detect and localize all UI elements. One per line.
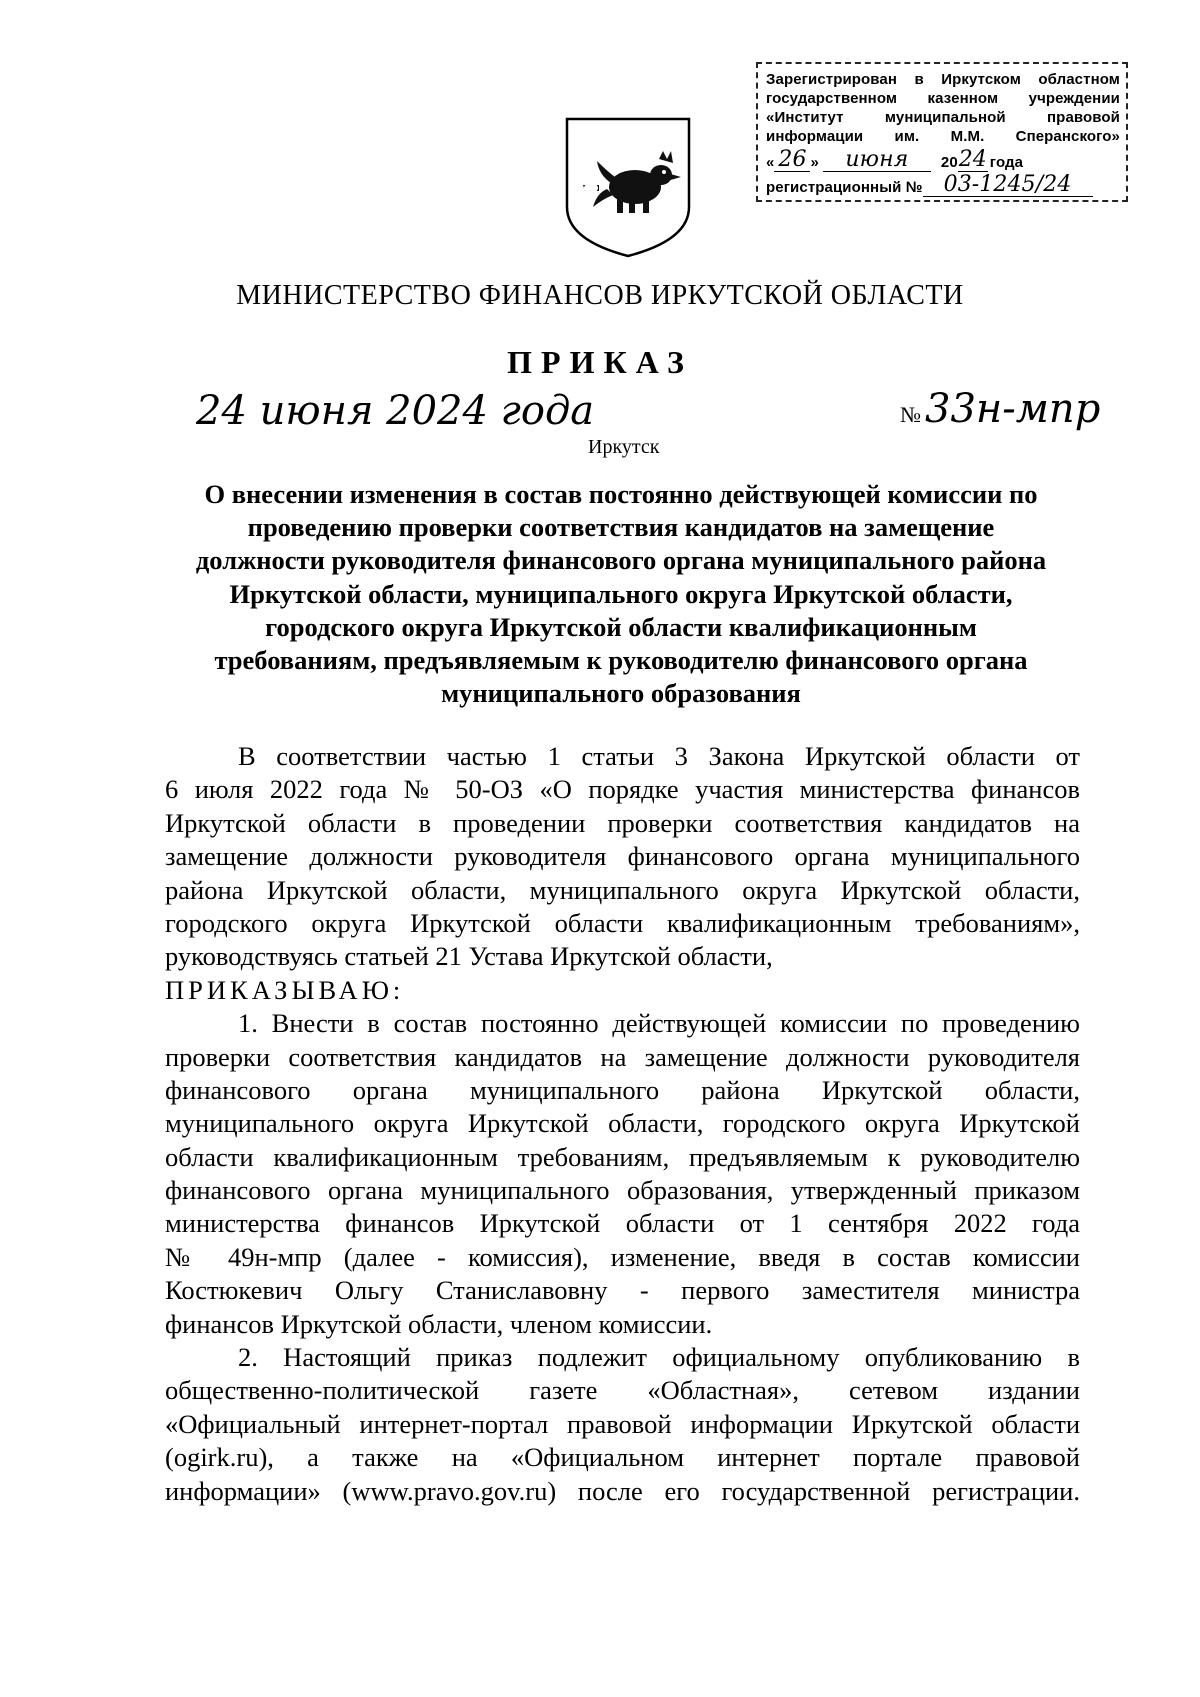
body-line: области квалификационным требованиям, предъявляемым к руководителю — [165, 1141, 1080, 1172]
stamp-date-line — [766, 149, 1120, 172]
body-line: «Официальный интернет-портал правовой информации Иркутской области — [165, 1408, 1080, 1439]
document-type: ПРИКАЗ — [507, 344, 693, 380]
title-line: требованиям, предъявляемым к руководителю финансового органа — [214, 645, 1028, 676]
document-title — [160, 478, 1082, 710]
stamp-reg-number: 03-1245/24 — [923, 174, 1093, 197]
stamp-line-3: «Институт муниципальной правовой — [766, 109, 1120, 126]
body-line: проверки соответствия кандидатов на замещение должности руководителя — [165, 1041, 1080, 1072]
body-line: информации» (www.pravo.gov.ru) после его государственной регистрации. — [165, 1475, 1080, 1506]
document-body — [165, 740, 1080, 1508]
body-line: В соответствии частью 1 статьи 3 Закона Иркутской области от — [238, 741, 1080, 771]
stamp-year-prefix: 20 — [940, 154, 958, 171]
body-line: № 49н-мпр (далее - комиссия), изменение, введя в состав комиссии — [165, 1241, 1080, 1272]
stamp-line-1: Зарегистрирован в Иркутском областном — [766, 71, 1120, 88]
stamp-day: 26 — [774, 149, 810, 172]
body-line: министерства финансов Иркутской области от 1 сентября 2022 года — [165, 1208, 1080, 1239]
ministry-name: МИНИСТЕРСТВО ФИНАНСОВ ИРКУТСКОЙ ОБЛАСТИ — [236, 280, 964, 311]
order-number-label: № — [900, 402, 921, 427]
body-line: Костюкевич Ольгу Станиславовну - первого заместителя министра — [165, 1275, 1080, 1306]
body-line: 6 июля 2022 года № 50-ОЗ «О порядке участия министерства финансов — [165, 774, 1080, 805]
order-date — [196, 384, 594, 435]
title-line: Иркутской области, муниципального округа Иркутской области, — [229, 578, 1013, 609]
body-line: 2. Настоящий приказ подлежит официальному опубликованию в — [238, 1342, 1080, 1373]
body-line: городского округа Иркутской области квалификационным требованиям», — [165, 907, 1080, 938]
body-line: Иркутской области в проведении проверки соответствия кандидатов на — [165, 807, 1080, 838]
registration-stamp — [756, 62, 1128, 202]
stamp-line-4: информации им. М.М. Сперанского» — [766, 128, 1120, 145]
city: Иркутск — [588, 436, 660, 458]
stamp-day-close-quote: » — [810, 154, 819, 171]
body-line-prikazyvayu: ПРИКАЗЫВАЮ: — [165, 974, 405, 1005]
title-line: проведению проверки соответствия кандидатов на замещение — [247, 512, 995, 543]
stamp-day-open-quote: « — [766, 154, 775, 171]
title-line: муниципального образования — [441, 678, 801, 709]
body-line: (ogirk.ru), а также на «Официальном интернет портале правовой — [165, 1442, 1080, 1473]
stamp-year-word: года — [989, 154, 1024, 171]
coat-of-arms-emblem — [563, 115, 693, 260]
stamp-line-2: государственном казенном учреждении — [766, 90, 1120, 107]
body-line: финансового органа муниципального района Иркутской области, — [165, 1074, 1080, 1105]
stamp-reg-line — [766, 174, 1120, 197]
body-line: финансового органа муниципального образования, утвержденный приказом — [165, 1175, 1080, 1206]
title-line: должности руководителя финансового органа муниципального района — [195, 545, 1047, 576]
stamp-year-suffix: 24 — [958, 147, 987, 172]
title-line: О внесении изменения в состав постоянно действующей комиссии по — [204, 479, 1038, 509]
body-line: замещение должности руководителя финансового органа муниципального — [165, 841, 1080, 872]
order-number — [900, 386, 1100, 432]
body-line: муниципального округа Иркутской области, городского округа Иркутской — [165, 1108, 1080, 1139]
body-line: общественно-политической газете «Областная», сетевом издании — [165, 1375, 1080, 1406]
body-line: руководствуясь статьей 21 Устава Иркутской области, — [165, 941, 773, 972]
order-date-handwritten: 24 июня 2024 года — [196, 388, 595, 434]
stamp-reg-label: регистрационный № — [766, 179, 923, 196]
stamp-month: июня — [823, 149, 931, 172]
body-line: 1. Внести в состав постоянно действующей комиссии по проведению — [238, 1008, 1080, 1039]
body-line: финансов Иркутской области, членом комиссии. — [165, 1308, 713, 1339]
title-line: городского округа Иркутской области квалификационным — [265, 611, 977, 642]
body-line: района Иркутской области, муниципального округа Иркутской области, — [165, 874, 1080, 905]
order-number-handwritten: 33н-мпр — [925, 386, 1101, 432]
